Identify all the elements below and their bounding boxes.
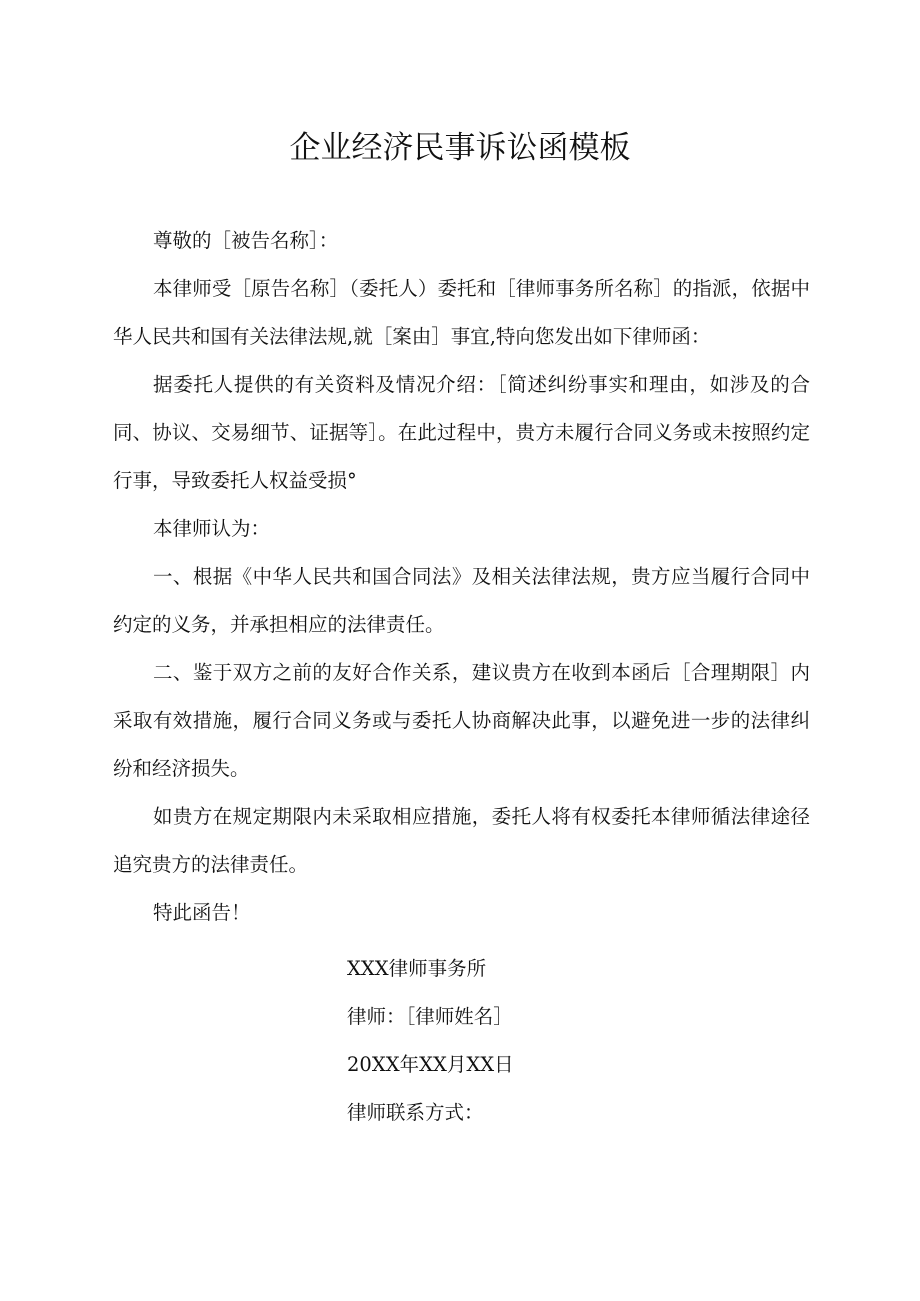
paragraph-closing [113,889,810,937]
paragraph-point-two [113,649,810,793]
signature-firm: XXX律师事务所 [347,957,487,980]
paragraph-text: 特此函告！ [153,901,251,924]
paragraph-text: 据委托人提供的有关资料及情况介绍：［简述纠纷事实和理由，如涉及的合同、协议、交易细节、证据等］。在此过程中，贵方未履行合同义务或未按照约定行事，导致委托人权益受损° [113,373,810,492]
salutation-text: 尊敬的［被告名称］： [153,229,339,252]
document-title: 企业经济民事诉讼函模板 [289,130,631,166]
paragraph-text: 二、鉴于双方之前的友好合作关系，建议贵方在收到本函后［合理期限］内采取有效措施，履行合同义务或与委托人协商解决此事，以避免进一步的法律纠纷和经济损失。 [113,661,810,780]
signature-date: 20XX年XX月XX日 [347,1053,514,1076]
paragraph-commission [113,265,810,361]
paragraph-opinion-heading [113,505,810,553]
paragraph-text: 本律师受［原告名称］（委托人）委托和［律师事务所名称］的指派，依据中华人民共和国有关法律法规,就［案由］事宜,特向您发出如下律师函： [113,277,810,348]
paragraph-warning [113,793,810,889]
signature-lawyer: 律师：［律师姓名］ [347,1005,513,1028]
signature-contact: 律师联系方式： [347,1101,484,1124]
salutation [113,217,810,265]
paragraph-facts [113,361,810,505]
paragraph-text: 如贵方在规定期限内未采取相应措施，委托人将有权委托本律师循法律途径追究贵方的法律责任。 [113,805,810,876]
paragraph-point-one [113,553,810,649]
paragraph-text: 本律师认为： [153,517,271,540]
signature-block [347,945,767,1137]
paragraph-text: 一、根据《中华人民共和国合同法》及相关法律法规，贵方应当履行合同中约定的义务，并承担相应的法律责任。 [113,565,810,636]
